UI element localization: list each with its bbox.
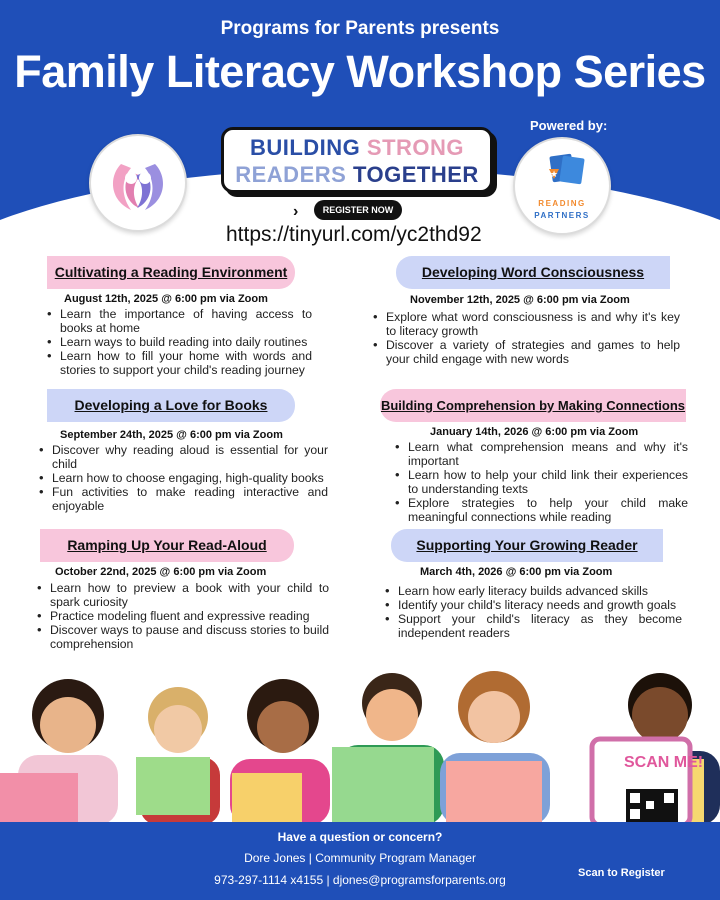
badge-word-readers: READERS xyxy=(235,162,347,187)
list-item: • Learn what comprehension means and why it's important xyxy=(392,440,688,468)
list-item: • Learn how early literacy builds advanced skills xyxy=(382,584,682,598)
list-item: • Explore strategies to help your child make meaningful connections while reading xyxy=(392,496,688,524)
workshop-6-date: March 4th, 2026 @ 6:00 pm via Zoom xyxy=(420,566,613,578)
badge-word-together: TOGETHER xyxy=(352,162,479,187)
list-item: • Discover ways to pause and discuss stories to build comprehension xyxy=(34,623,329,651)
workshop-2-title: Developing Word Consciousness xyxy=(396,256,670,289)
workshop-2-date: November 12th, 2025 @ 6:00 pm via Zoom xyxy=(410,294,630,306)
list-item: • Explore what word consciousness is and why it's key to literacy growth xyxy=(370,310,680,338)
scan-to-register-caption: Scan to Register xyxy=(578,867,665,879)
workshop-1-title: Cultivating a Reading Environment xyxy=(47,256,295,289)
workshop-3-list xyxy=(36,443,328,513)
tagline-badge xyxy=(221,127,493,193)
presents-line: Programs for Parents presents xyxy=(220,18,500,39)
registration-link[interactable]: https://tinyurl.com/yc2thd92 xyxy=(226,223,482,246)
workshop-1-list xyxy=(44,307,312,377)
list-item: • Learn how to help your child link their experiences to understanding texts xyxy=(392,468,688,496)
list-item: • Discover a variety of strategies and games to help your child engage with new words xyxy=(370,338,680,366)
children-reading-photo xyxy=(0,655,720,825)
badge-word-strong: STRONG xyxy=(366,135,465,160)
footer-contact-info[interactable]: 973-297-1114 x4155 | djones@programsforparents.org xyxy=(214,873,506,887)
workshop-5-title: Ramping Up Your Read-Aloud xyxy=(40,529,294,562)
workshop-4-list xyxy=(392,440,688,525)
footer-contact-name: Dore Jones | Community Program Manager xyxy=(244,851,476,865)
workshop-3-date: September 24th, 2025 @ 6:00 pm via Zoom xyxy=(60,429,283,441)
list-item: • Support your child's literacy as they become independent readers xyxy=(382,612,682,640)
powered-by-label: Powered by: xyxy=(530,118,608,133)
workshop-4-date: January 14th, 2026 @ 6:00 pm via Zoom xyxy=(430,426,639,438)
workshop-3-title: Developing a Love for Books xyxy=(47,389,295,422)
scan-me-label: SCAN ME! xyxy=(624,754,704,771)
workshop-1-date: August 12th, 2025 @ 6:00 pm via Zoom xyxy=(64,293,268,305)
list-item: • Fun activities to make reading interactive and enjoyable xyxy=(36,485,328,513)
list-item: • Learn ways to build reading into daily routines xyxy=(44,335,312,349)
workshop-5-date: October 22nd, 2025 @ 6:00 pm via Zoom xyxy=(55,566,267,578)
register-now-button[interactable]: REGISTER NOW xyxy=(314,200,402,220)
list-item: • Practice modeling fluent and expressive reading xyxy=(34,609,329,623)
chevron-right-icon: › xyxy=(293,203,299,220)
footer-question: Have a question or concern? xyxy=(277,830,443,844)
workshop-6-list xyxy=(382,584,682,640)
partner-word-partners: PARTNERS xyxy=(534,211,590,220)
badge-word-building: BUILDING xyxy=(249,135,361,160)
svg-text:★: ★ xyxy=(549,170,559,180)
list-item: • Learn the importance of having access to books at home xyxy=(44,307,312,335)
partner-word-reading: READING xyxy=(538,199,586,208)
workshop-2-list xyxy=(370,310,680,366)
workshop-4-title: Building Comprehension by Making Connections xyxy=(380,389,686,422)
programs-for-parents-logo xyxy=(89,134,187,232)
list-item: • Identify your child's literacy needs and growth goals xyxy=(382,598,682,612)
workshop-6-title: Supporting Your Growing Reader xyxy=(391,529,663,562)
workshop-5-list xyxy=(34,581,329,651)
list-item: • Learn how to choose engaging, high-quality books xyxy=(36,471,328,485)
page-title: Family Literacy Workshop Series xyxy=(14,46,706,97)
list-item: • Discover why reading aloud is essential for your child xyxy=(36,443,328,471)
reading-partners-logo xyxy=(513,137,611,235)
list-item: • Learn how to preview a book with your child to spark curiosity xyxy=(34,581,329,609)
list-item: • Learn how to fill your home with words and stories to support your child's reading journey xyxy=(44,349,312,377)
